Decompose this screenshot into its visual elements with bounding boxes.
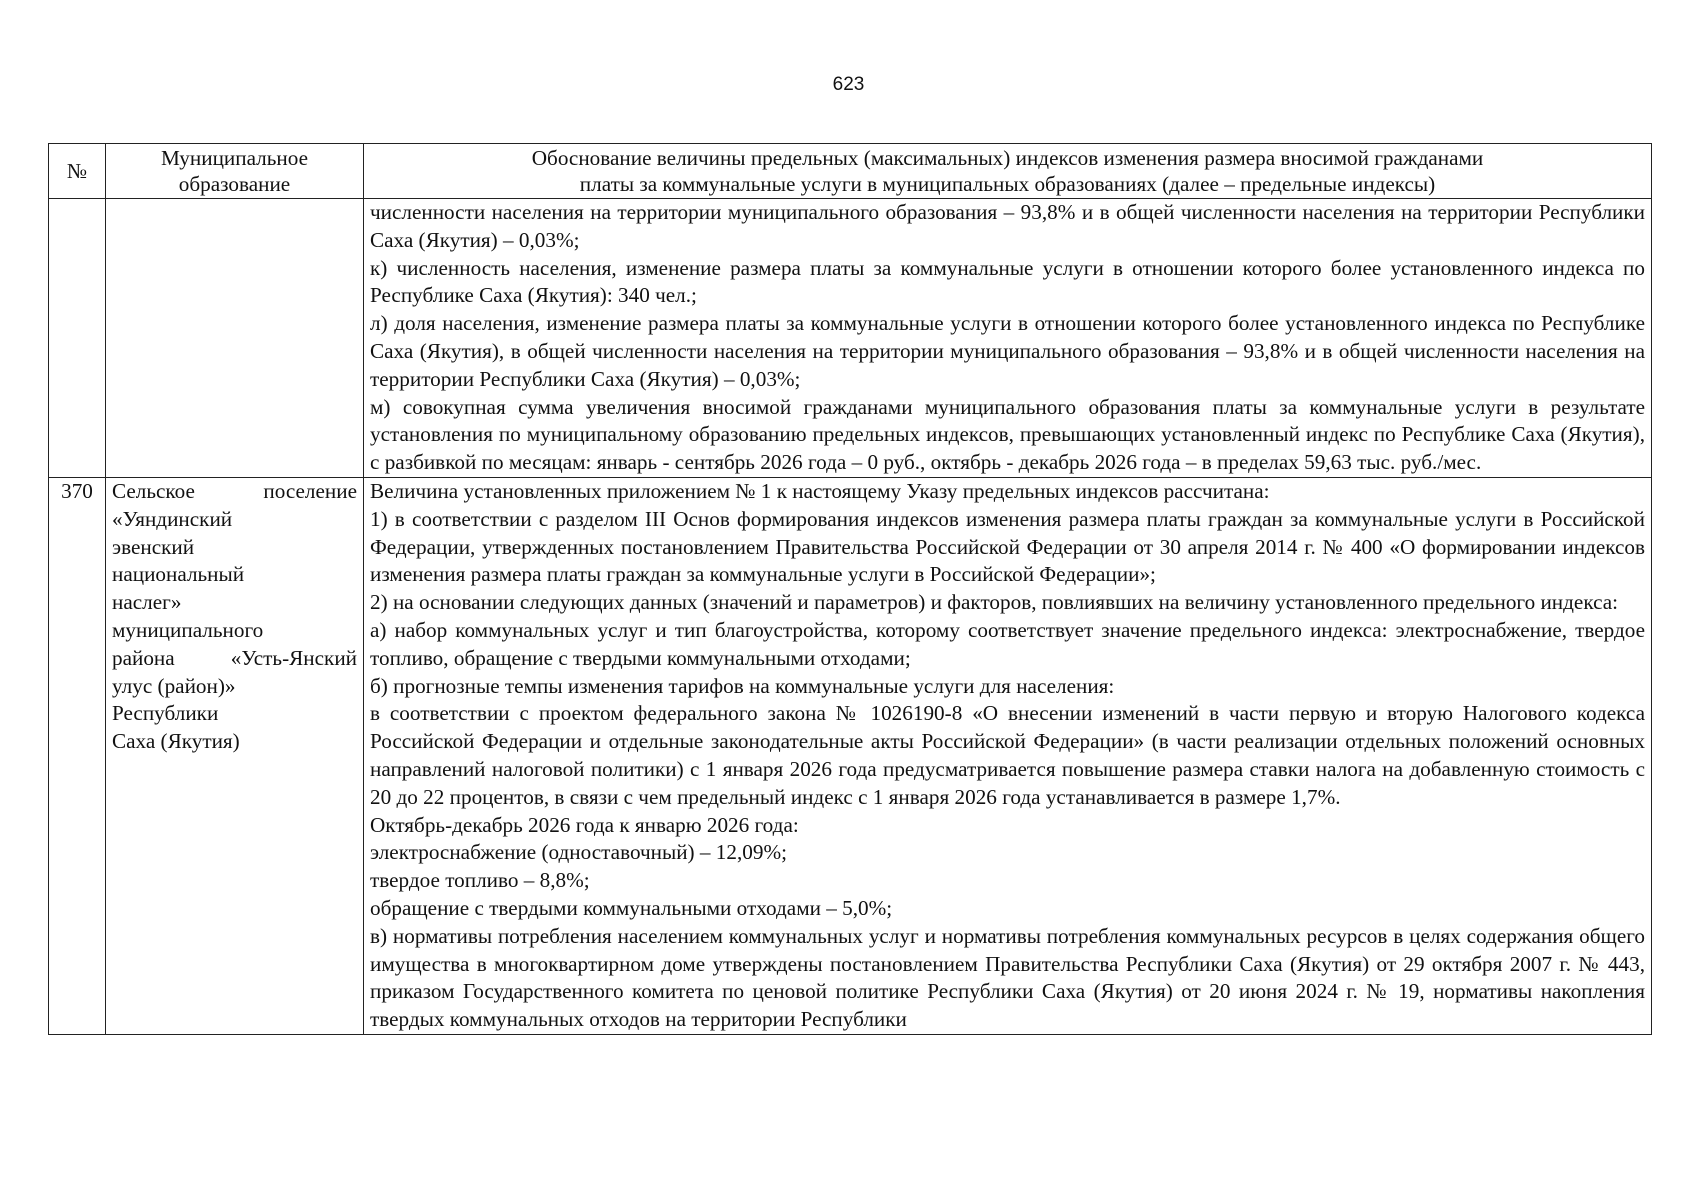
header-justification [364,144,1652,199]
municipality-line: района «Усть-Янский [112,645,357,670]
row-municipality-cell [106,199,364,478]
page-number: 623 [832,74,865,95]
paragraph: обращение с твердыми коммунальными отходами – 5,0%; [370,895,893,920]
paragraph: 1) в соответствии с разделом III Основ формирования индексов изменения размера платы граждан за коммунальные услуги в Российской Федерации, утвержденных постановлением Правительства Российской Федерации от 30 апреля 2014 г. № 400 «О формировании индексов изменения размера платы граждан за коммунальные услуги в Российской Федерации»; [370,506,1645,587]
paragraph: численности населения на территории муниципального образования – 93,8% и в общей численности населения на территории Республики Саха (Якутия) – 0,03%; [370,200,1645,252]
paragraph: л) доля населения, изменение размера платы за коммунальные услуги в отношении которого более установленного индекса по Республике Саха (Якутия), в общей численности населения на территории муниципального образования – 93,8% и в общей численности населения на территории Республики Саха (Якутия) – 0,03%; [370,311,1645,391]
municipality-line: Саха (Якутия) [112,729,240,754]
paragraph: Октябрь-декабрь 2026 года к январю 2026 года: [370,812,799,837]
municipality-line: улус (район)» [112,673,236,698]
header-justification-line: платы за коммунальные услуги в муниципальных образованиях (далее – предельные индексы) [579,172,1436,196]
table-header-row [49,144,1652,199]
header-number: № [49,144,106,199]
municipality-line: национальный [112,562,245,587]
paragraph: в) нормативы потребления населением коммунальных услуг и нормативы потребления коммунальных ресурсов в целях содержания общего имущества в многоквартирном доме утверждены постановлением Правительства Республики Саха (Якутия) от 29 октября 2007 г. № 443, приказом Государственного комитета по ценовой политике Республики Саха (Якутия) от 20 июня 2024 г. № 19, нормативы накопления твердых коммунальных отходов на территории Республики [370,923,1645,1032]
municipality-line: муниципального [112,617,264,642]
row-justification-cell [364,477,1652,1034]
paragraph: в соответствии с проектом федерального закона № 1026190-8 «О внесении изменений в части первую и вторую Налогового кодекса Российской Федерации и отдельные законодательные акты Российской Федерации» (в части реализации отдельных положений основных направлений налоговой политики) с 1 января 2026 года предусматривается повышение размера ставки налога на добавленную стоимость с 20 до 22 процентов, в связи с чем предельный индекс с 1 января 2026 года устанавливается в размере 1,7%. [370,701,1645,809]
table-row [49,477,1652,1034]
municipality-line: Сельское поселение [112,478,357,503]
paragraph: Величина установленных приложением № 1 к настоящему Указу предельных индексов рассчитана: [370,478,1270,503]
row-justification-cell [364,199,1652,478]
header-municipality-line: образование [178,172,291,196]
header-municipality-line: Муниципальное [160,146,309,170]
paragraph: электроснабжение (одноставочный) – 12,09%; [370,840,788,865]
table-row [49,199,1652,478]
paragraph: твердое топливо – 8,8%; [370,868,590,893]
row-number-cell: 370 [49,477,106,1034]
paragraph: а) набор коммунальных услуг и тип благоустройства, которому соответствует значение предельного индекса: электроснабжение, твердое топливо, обращение с твердыми коммунальными отходами; [370,617,1645,670]
paragraph: м) совокупная сумма увеличения вносимой гражданами муниципального образования платы за коммунальные услуги в результате установления по муниципальному образованию предельных индексов, превышающих установленный индекс по Республике Саха (Якутия), с разбивкой по месяцам: январь - сентябрь 2026 года – 0 руб., октябрь - декабрь 2026 года – в пределах 59,63 тыс. руб./мес. [370,394,1645,475]
paragraph: б) прогнозные темпы изменения тарифов на коммунальные услуги для населения: [370,673,1115,698]
row-municipality-cell [106,477,364,1034]
row-number-cell [49,199,106,478]
paragraph: к) численность населения, изменение размера платы за коммунальные услуги в отношении которого более установленного индекса по Республике Саха (Якутия): 340 чел.; [370,255,1645,308]
municipality-line: эвенский [112,534,195,559]
indices-table [48,143,1652,1035]
header-municipality [106,144,364,199]
header-justification-line: Обоснование величины предельных (максимальных) индексов изменения размера вносимой гражданами [531,146,1484,170]
paragraph: 2) на основании следующих данных (значений и параметров) и факторов, повлиявших на величину установленного предельного индекса: [370,590,1619,615]
municipality-line: наслег» [112,590,182,615]
municipality-line: «Уяндинский [112,506,233,531]
municipality-line: Республики [112,701,219,726]
